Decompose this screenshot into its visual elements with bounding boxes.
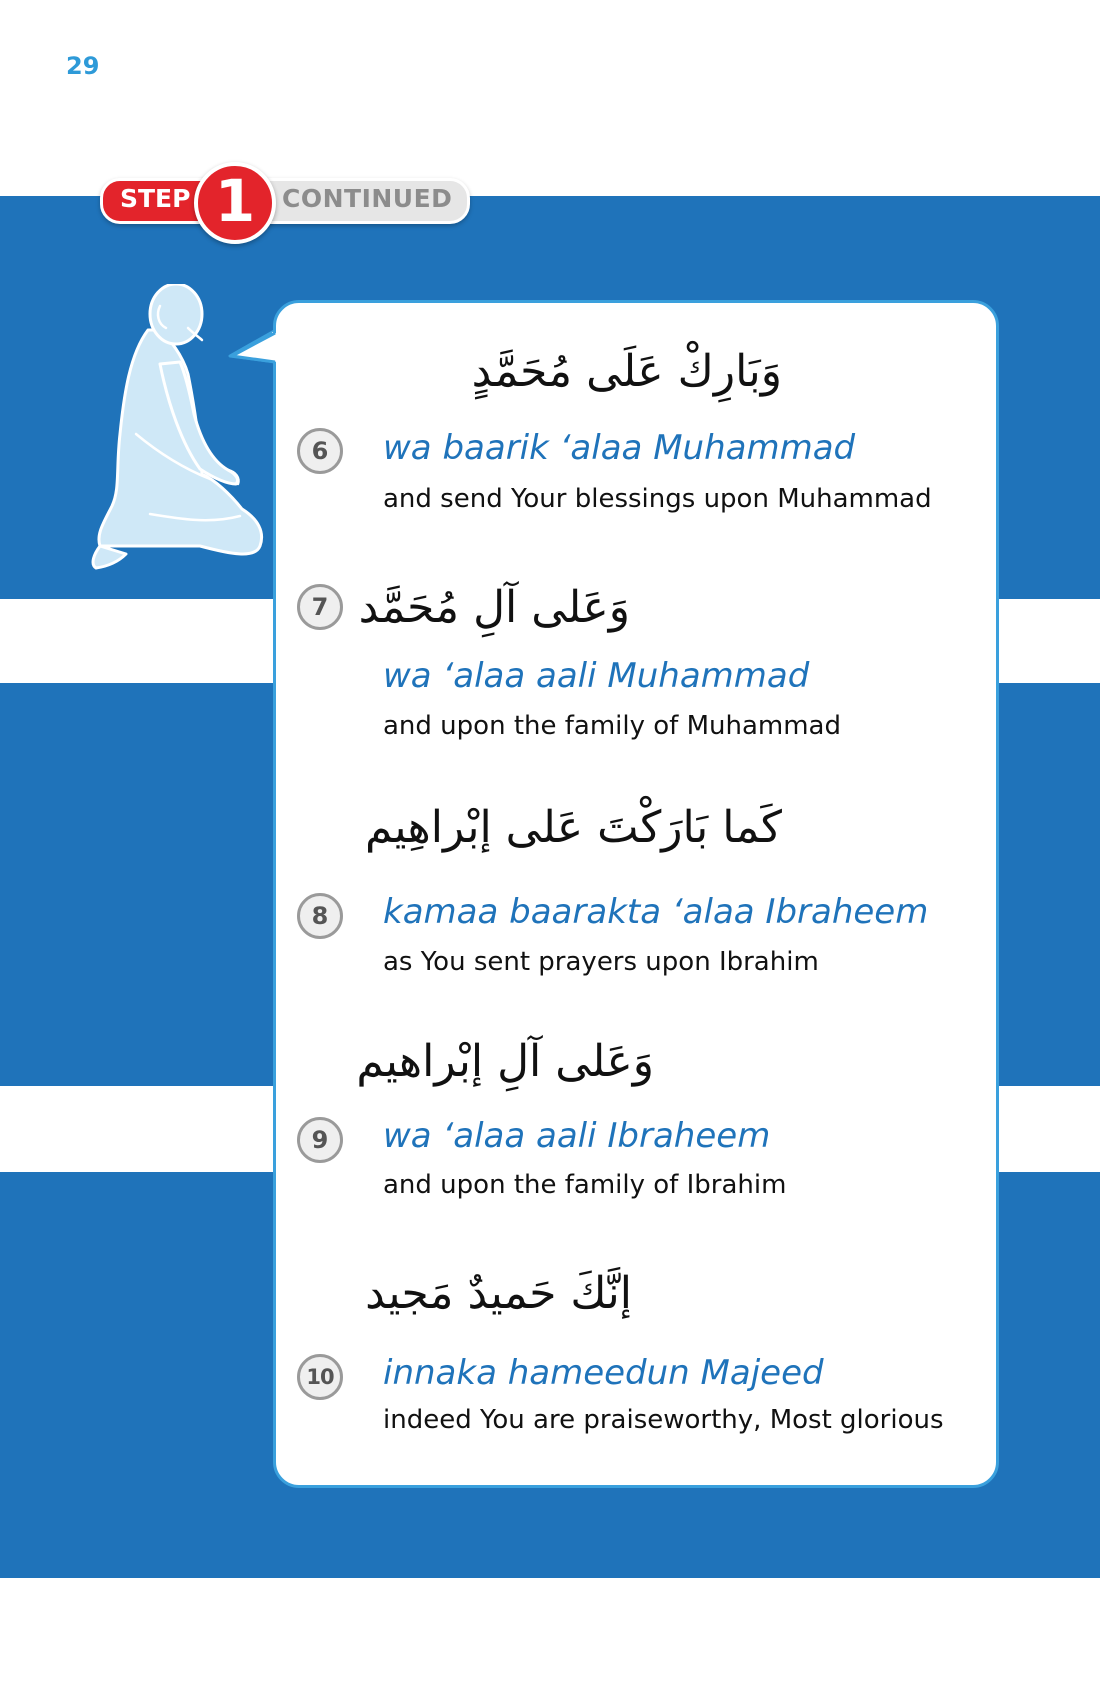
arabic-line: وَبَارِكْ عَلَى مُحَمَّدٍ: [471, 346, 782, 397]
transliteration: wa ‘alaa aali Ibraheem: [383, 1116, 771, 1156]
line-number-badge: 8: [297, 893, 343, 939]
step-badge: [100, 162, 470, 242]
translation: and upon the family of Muhammad: [383, 711, 841, 741]
step-label: STEP: [120, 184, 191, 213]
translation: as You sent prayers upon Ibrahim: [383, 947, 819, 977]
line-number-badge: 7: [297, 584, 343, 630]
translation: and send Your blessings upon Muhammad: [383, 484, 932, 514]
step-number: 1: [214, 167, 256, 235]
translation: and upon the family of Ibrahim: [383, 1170, 787, 1200]
page-number: 29: [66, 52, 100, 80]
line-number-badge: 6: [297, 428, 343, 474]
step-continued-label: CONTINUED: [282, 184, 453, 213]
arabic-line: وَعَلى آلِ إبْراهيم: [356, 1036, 654, 1087]
arabic-line: إنَّكَ حَميدٌ مَجيد: [365, 1268, 632, 1319]
transliteration: wa ‘alaa aali Muhammad: [383, 656, 810, 696]
translation: indeed You are praiseworthy, Most glorious: [383, 1405, 944, 1435]
speech-tail-overlay: [228, 328, 278, 368]
line-number-badge: 9: [297, 1117, 343, 1163]
arabic-line: كَما بَارَكْتَ عَلى إبْراهِيم: [364, 802, 782, 853]
line-number-badge: 10: [297, 1354, 343, 1400]
transliteration: innaka hameedun Majeed: [383, 1353, 824, 1393]
transliteration: wa baarik ‘alaa Muhammad: [383, 428, 856, 468]
arabic-line: وَعَلى آلِ مُحَمَّد: [358, 582, 630, 633]
transliteration: kamaa baarakta ‘alaa Ibraheem: [383, 892, 929, 932]
